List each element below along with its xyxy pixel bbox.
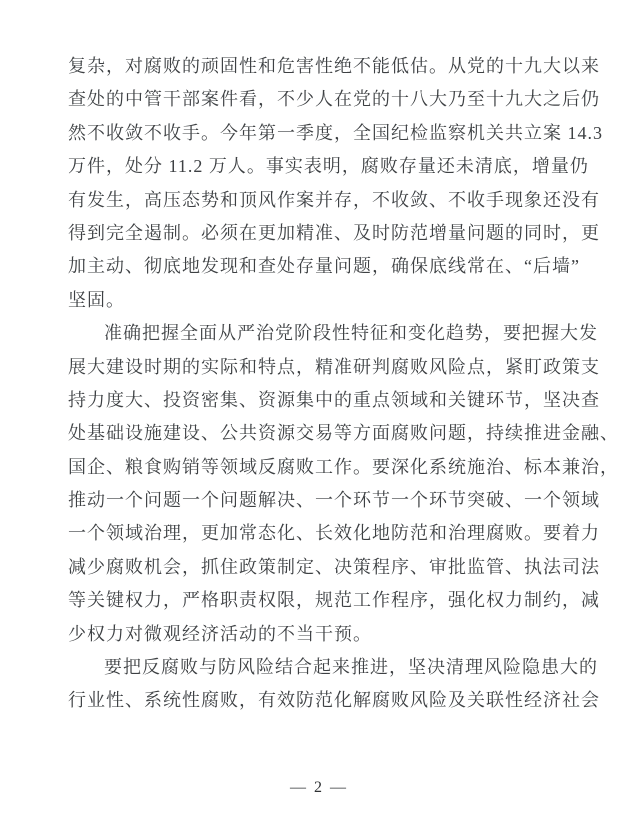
text-line: 复杂，对腐败的顽固性和危害性绝不能低估。从党的十九大以来 [68,56,600,76]
text-line: 等关键权力，严格职责权限，规范工作程序，强化权力制约，减 [68,590,600,611]
text-line: 坚固。 [68,289,125,310]
text-line: 加主动、彻底地发现和查处存量问题，确保底线常在、“后墙” [68,256,580,277]
text-line: 一个领域治理，更加常态化、长效化地防范和治理腐败。要着力 [68,523,600,544]
page-number: — 2 — [290,779,348,796]
text-line: 展大建设时期的实际和特点，精准研判腐败风险点，紧盯政策支 [68,356,600,377]
text-line: 行业性、系统性腐败，有效防范化解腐败风险及关联性经济社会 [68,690,600,711]
text-line: 处基础设施建设、公共资源交易等方面腐败问题，持续推进金融、 [68,423,619,444]
text-line: 国企、粮食购销等领域反腐败工作。要深化系统施治、标本兼治， [68,456,619,477]
text-line: 少权力对微观经济活动的不当干预。 [68,623,372,644]
text-line: 准确把握全面从严治党阶段性特征和变化趋势，要把握大发 [104,323,598,344]
text-line: 有发生，高压态势和顶风作案并存，不收敛、不收手现象还没有 [68,189,600,210]
text-line: 万件，处分 11.2 万人。事实表明，腐败存量还未清底，增量仍 [68,156,589,177]
text-line: 查处的中管干部案件看，不少人在党的十八大乃至十九大之后仍 [68,89,600,110]
text-line: 减少腐败机会，抓住政策制定、决策程序、审批监管、执法司法 [68,556,600,577]
text-line: 得到完全遏制。必须在更加精准、及时防范增量问题的同时，更 [68,222,600,243]
text-line: 推动一个问题一个问题解决、一个环节一个环节突破、一个领域 [68,490,600,511]
text-line: 然不收敛不收手。今年第一季度，全国纪检监察机关共立案 14.3 [68,122,603,143]
text-line: 持力度大、投资密集、资源集中的重点领域和关键环节，坚决查 [68,389,600,410]
text-line: 要把反腐败与防风险结合起来推进，坚决清理风险隐患大的 [104,657,598,678]
document-text-block [68,50,619,718]
